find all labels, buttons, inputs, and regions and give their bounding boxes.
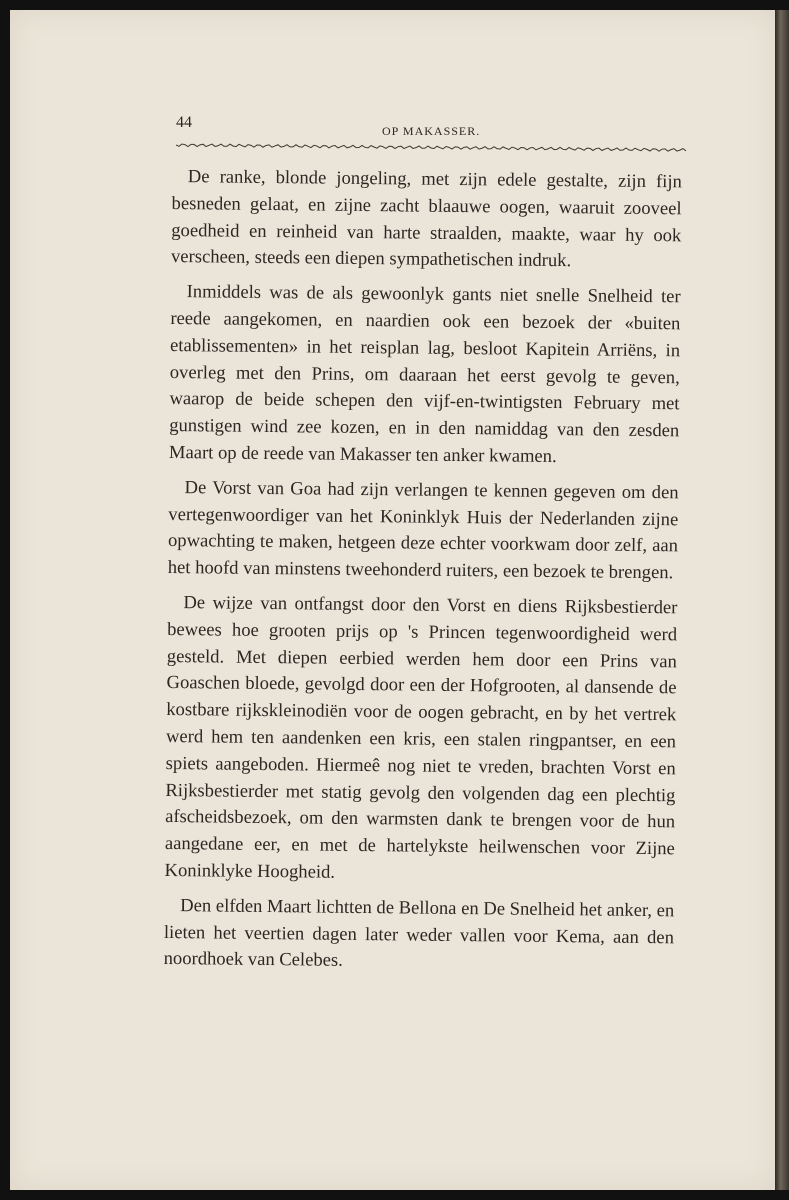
paragraph: De wijze van ontfangst door den Vorst en diens Rijksbestierder bewees hoe grooten prijs op 's Princen tegenwoordigheid werd gesteld. Met diepen eerbied werden hem door een Prins van Goaschen bloede, gevolgd door een der Hofgrooten, al dansende de kostbare rijkskleinodiën voor de oogen gebracht, en by het vertrek werd hem ten aandenken een kris, een stalen ringpantser, en een spiets aangeboden. Hiermeê nog niet te vreden, brachten Vorst en Rijksbestierder met statig gevolg den volgenden dag een plechtig afscheidsbezoek, om den warmsten dank te brengen voor de hun aangedane eer, en met de hartelykste heilwenschen voor Zijne Koninklyke Hoogheid.	[164, 592, 678, 883]
page-edge	[775, 10, 789, 1190]
paragraph: Inmiddels was de als gewoonlyk gants niet snelle Snelheid ter reede aangekomen, en naardien ook een bezoek der «buiten etablissementen» in het reisplan lag, besloot Kapitein Arriëns, in overleg met den Prins, om daaraan het eerst gevolg te geven, waarop de beide schepen den vijf-en-twintigsten February met gunstigen wind zee kozen, en in den namiddag van den zesden Maart op de reede van Makasser ten anker kwamen.	[168, 281, 681, 468]
wavy-rule-divider	[176, 141, 688, 153]
paragraph: De ranke, blonde jongeling, met zijn edele gestalte, zijn fijn besneden gelaat, en zijne zacht blaauwe oogen, waaruit zooveel goedheid en reinheid van harte straalden, maakte, waar hy ook verscheen, steeds een diepen sympathetischen indruk.	[170, 166, 682, 272]
paragraph: De Vorst van Goa had zijn verlangen te kennen gegeven om den vertegenwoordiger van het Koninklyk Huis der Nederlanden zijne opwachting te maken, hetgeen deze echter voorkwam door zelf, aan het hoofd van minstens tweehonderd ruiters, een bezoek te brengen.	[167, 476, 679, 584]
paragraph: Den elfden Maart lichtten de Bellona en De Snelheid het anker, en lieten het veertien dagen later weder vallen voor Kema, aan den noordhoek van Celebes.	[163, 894, 675, 972]
body-text	[163, 164, 682, 986]
running-head: OP MAKASSER.	[382, 124, 481, 138]
page-number: 44	[176, 114, 192, 131]
page-header	[168, 110, 688, 140]
